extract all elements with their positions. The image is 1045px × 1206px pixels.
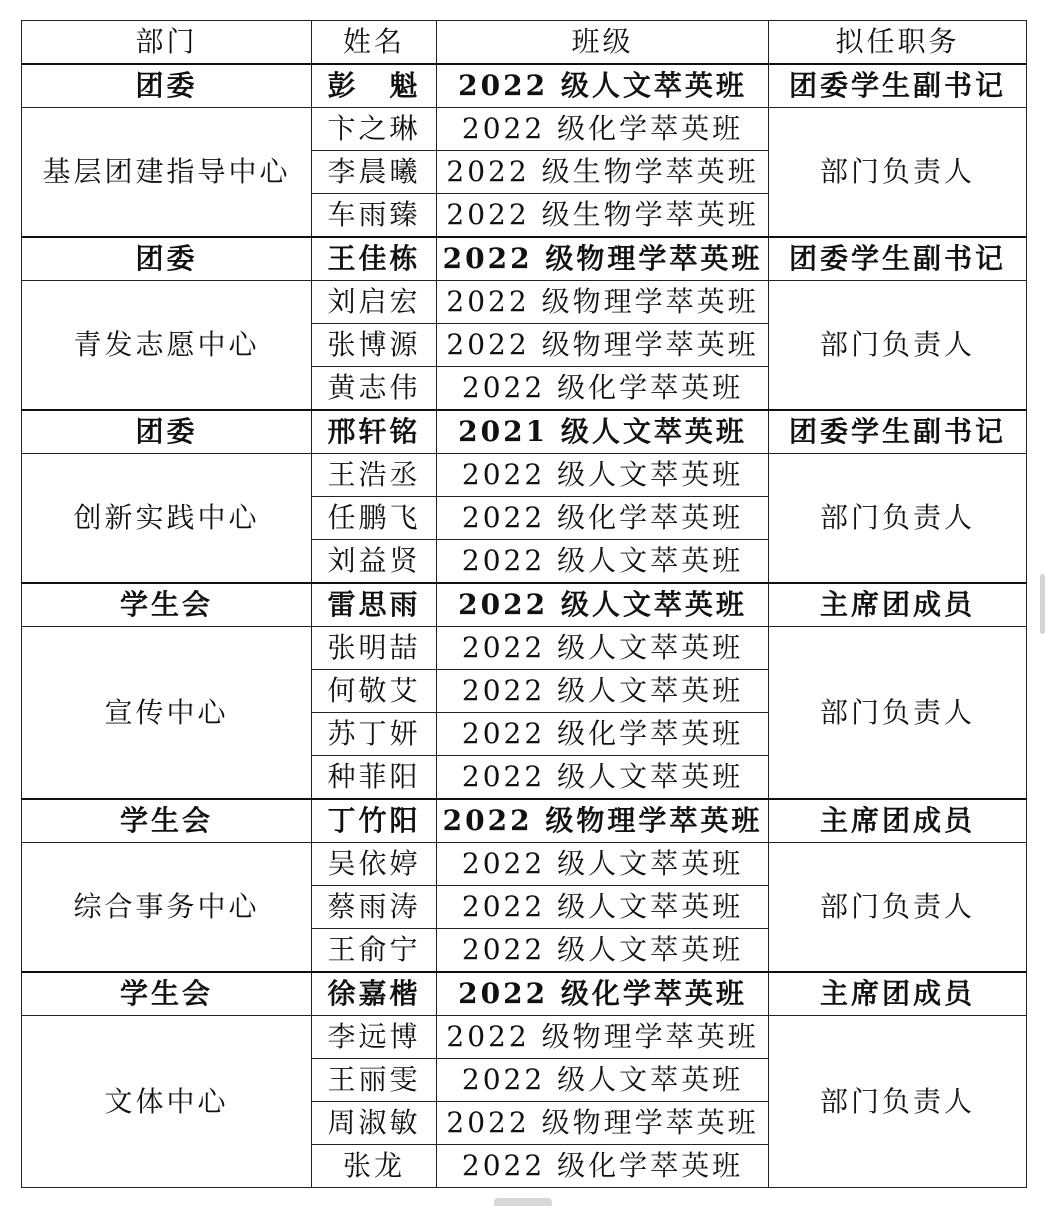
member-class-cell: 2022 级化学萃英班 — [437, 713, 769, 756]
member-class-cell: 2022 级人文萃英班 — [437, 670, 769, 713]
lead-role-cell: 主席团成员 — [769, 972, 1027, 1016]
lead-department-cell: 团委 — [22, 410, 312, 454]
role-cell: 部门负责人 — [769, 281, 1027, 411]
department-cell: 综合事务中心 — [22, 843, 312, 973]
member-name-cell: 吴依婷 — [312, 843, 437, 886]
member-name-cell: 张龙 — [312, 1145, 437, 1188]
member-row — [22, 627, 1027, 670]
appointment-table — [21, 20, 1027, 1188]
role-cell: 部门负责人 — [769, 454, 1027, 584]
lead-role-cell: 主席团成员 — [769, 583, 1027, 627]
lead-class-cell: 2022 级人文萃英班 — [437, 583, 769, 627]
member-name-cell: 王浩丞 — [312, 454, 437, 497]
department-cell: 创新实践中心 — [22, 454, 312, 584]
lead-row — [22, 583, 1027, 627]
member-class-cell: 2022 级物理学萃英班 — [437, 324, 769, 367]
lead-department-cell: 团委 — [22, 237, 312, 281]
member-class-cell: 2022 级化学萃英班 — [437, 108, 769, 151]
header-row — [22, 21, 1027, 65]
lead-name-cell: 王佳栋 — [312, 237, 437, 281]
header-class: 班级 — [437, 21, 769, 65]
lead-department-cell: 团委 — [22, 64, 312, 108]
member-class-cell: 2022 级物理学萃英班 — [437, 1102, 769, 1145]
scrollbar-edge[interactable] — [1040, 574, 1045, 634]
role-cell: 部门负责人 — [769, 627, 1027, 800]
header-role: 拟任职务 — [769, 21, 1027, 65]
member-name-cell: 苏丁妍 — [312, 713, 437, 756]
member-class-cell: 2022 级人文萃英班 — [437, 886, 769, 929]
lead-name-cell: 彭 魁 — [312, 64, 437, 108]
lead-class-cell: 2022 级物理学萃英班 — [437, 237, 769, 281]
member-name-cell: 张博源 — [312, 324, 437, 367]
member-name-cell: 任鹏飞 — [312, 497, 437, 540]
member-class-cell: 2022 级化学萃英班 — [437, 1145, 769, 1188]
member-name-cell: 种菲阳 — [312, 756, 437, 800]
lead-role-cell: 主席团成员 — [769, 799, 1027, 843]
department-cell: 基层团建指导中心 — [22, 108, 312, 238]
member-name-cell: 李远博 — [312, 1016, 437, 1059]
role-cell: 部门负责人 — [769, 108, 1027, 238]
department-cell: 宣传中心 — [22, 627, 312, 800]
role-cell: 部门负责人 — [769, 843, 1027, 973]
lead-class-cell: 2022 级化学萃英班 — [437, 972, 769, 1016]
lead-name-cell: 邢轩铭 — [312, 410, 437, 454]
header-department: 部门 — [22, 21, 312, 65]
role-cell: 部门负责人 — [769, 1016, 1027, 1188]
department-cell: 文体中心 — [22, 1016, 312, 1188]
member-row — [22, 454, 1027, 497]
member-name-cell: 周淑敏 — [312, 1102, 437, 1145]
lead-role-cell: 团委学生副书记 — [769, 237, 1027, 281]
lead-row — [22, 64, 1027, 108]
member-name-cell: 王丽雯 — [312, 1059, 437, 1102]
member-class-cell: 2022 级化学萃英班 — [437, 367, 769, 411]
lead-class-cell: 2022 级人文萃英班 — [437, 64, 769, 108]
member-name-cell: 张明喆 — [312, 627, 437, 670]
member-class-cell: 2022 级人文萃英班 — [437, 1059, 769, 1102]
member-class-cell: 2022 级化学萃英班 — [437, 497, 769, 540]
member-row — [22, 1016, 1027, 1059]
member-class-cell: 2022 级物理学萃英班 — [437, 1016, 769, 1059]
lead-department-cell: 学生会 — [22, 972, 312, 1016]
member-class-cell: 2022 级人文萃英班 — [437, 540, 769, 584]
member-name-cell: 何敬艾 — [312, 670, 437, 713]
member-row — [22, 108, 1027, 151]
member-name-cell: 王俞宁 — [312, 929, 437, 973]
lead-name-cell: 丁竹阳 — [312, 799, 437, 843]
lead-name-cell: 徐嘉楷 — [312, 972, 437, 1016]
lead-role-cell: 团委学生副书记 — [769, 64, 1027, 108]
lead-role-cell: 团委学生副书记 — [769, 410, 1027, 454]
member-name-cell: 刘启宏 — [312, 281, 437, 324]
member-class-cell: 2022 级人文萃英班 — [437, 929, 769, 973]
lead-class-cell: 2021 级人文萃英班 — [437, 410, 769, 454]
lead-class-cell: 2022 级物理学萃英班 — [437, 799, 769, 843]
lead-name-cell: 雷思雨 — [312, 583, 437, 627]
member-name-cell: 黄志伟 — [312, 367, 437, 411]
lead-row — [22, 237, 1027, 281]
member-class-cell: 2022 级人文萃英班 — [437, 756, 769, 800]
member-name-cell: 李晨曦 — [312, 151, 437, 194]
member-name-cell: 蔡雨涛 — [312, 886, 437, 929]
member-class-cell: 2022 级生物学萃英班 — [437, 151, 769, 194]
table-body — [22, 64, 1027, 1188]
lead-row — [22, 972, 1027, 1016]
member-row — [22, 281, 1027, 324]
member-class-cell: 2022 级人文萃英班 — [437, 627, 769, 670]
member-row — [22, 843, 1027, 886]
member-name-cell: 车雨臻 — [312, 194, 437, 238]
member-name-cell: 卞之琳 — [312, 108, 437, 151]
member-class-cell: 2022 级人文萃英班 — [437, 843, 769, 886]
member-class-cell: 2022 级物理学萃英班 — [437, 281, 769, 324]
lead-department-cell: 学生会 — [22, 583, 312, 627]
lead-row — [22, 410, 1027, 454]
lead-department-cell: 学生会 — [22, 799, 312, 843]
member-name-cell: 刘益贤 — [312, 540, 437, 584]
member-class-cell: 2022 级生物学萃英班 — [437, 194, 769, 238]
department-cell: 青发志愿中心 — [22, 281, 312, 411]
member-class-cell: 2022 级人文萃英班 — [437, 454, 769, 497]
lead-row — [22, 799, 1027, 843]
header-name: 姓名 — [312, 21, 437, 65]
